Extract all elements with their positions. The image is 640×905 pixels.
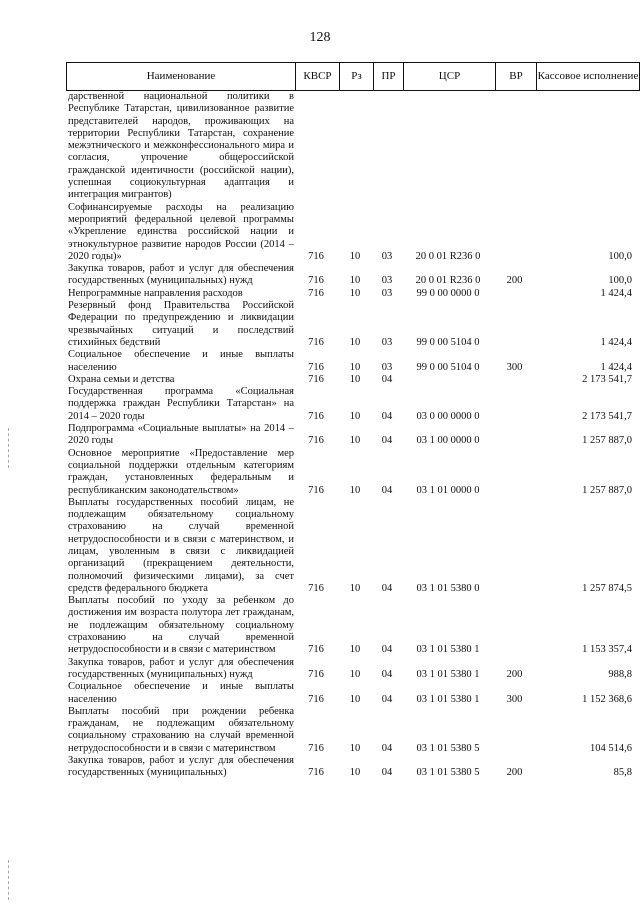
row-kvsr: 716	[308, 287, 324, 299]
table-row	[66, 288, 640, 300]
row-csr: 03 1 01 5380 1	[416, 693, 480, 705]
row-csr: 20 0 01 R236 0	[415, 275, 481, 287]
table-row	[66, 706, 640, 755]
row-kvsr: 716	[308, 275, 324, 287]
row-name: Резервный фонд Правительства Российской Федерации по предупреждению и ликвидации чрезвычайных ситуаций и последствий стихийных бедствий	[68, 300, 294, 348]
table-row	[66, 300, 640, 349]
header-kvsr: КВСР	[295, 63, 339, 90]
row-sum: 104 514,6	[590, 742, 632, 754]
row-rz: 10	[349, 767, 361, 779]
row-sum: 1 257 887,0	[582, 484, 632, 496]
row-pr: 04	[381, 410, 393, 422]
row-pr: 04	[381, 484, 393, 496]
header-sum: Кассовое исполнение	[536, 63, 639, 90]
row-name: Охрана семьи и детства	[68, 373, 175, 385]
row-pr: 04	[381, 644, 393, 656]
row-kvsr: 716	[308, 361, 324, 373]
row-csr: 03 1 01 0000 0	[416, 484, 480, 496]
row-sum: 85,8	[613, 767, 632, 779]
row-name: Выплаты пособий при рождении ребенка гражданам, не подлежащим обязательному социальному страхованию на случай временной нетрудоспособности и в связи с материнством	[68, 705, 294, 754]
row-vr: 200	[506, 275, 523, 287]
row-rz: 10	[349, 275, 361, 287]
row-rz: 10	[349, 582, 361, 594]
row-csr: 20 0 01 R236 0	[415, 250, 481, 262]
row-kvsr: 716	[308, 742, 324, 754]
row-sum: 2 173 541,7	[582, 410, 632, 422]
row-csr: 03 1 01 5380 5	[416, 767, 480, 779]
table-row	[66, 448, 640, 497]
row-rz: 10	[349, 410, 361, 422]
row-kvsr: 716	[308, 410, 324, 422]
row-sum: 2 173 541,7	[582, 373, 632, 385]
row-name: Социальное обеспечение и иные выплаты населению	[68, 349, 294, 373]
header-vr: ВР	[495, 63, 536, 90]
row-csr: 99 0 00 5104 0	[416, 361, 480, 373]
row-rz: 10	[349, 250, 361, 262]
row-rz: 10	[349, 644, 361, 656]
row-kvsr: 716	[308, 435, 324, 447]
row-rz: 10	[349, 693, 361, 705]
row-kvsr: 716	[308, 373, 324, 385]
row-name: Государственная программа «Социальная поддержка граждан Республики Татарстан» на 2014 – 2020 годы	[68, 386, 294, 422]
table-row	[66, 386, 640, 423]
row-sum: 1 424,4	[600, 287, 632, 299]
table-row	[66, 91, 640, 202]
header-csr: ЦСР	[403, 63, 495, 90]
row-sum: 1 257 874,5	[582, 582, 632, 594]
row-name: Закупка товаров, работ и услуг для обеспечения государственных (муниципальных) нужд	[68, 656, 294, 680]
row-sum: 1 424,4	[600, 336, 632, 348]
table-row	[66, 497, 640, 595]
row-sum: 1 153 357,4	[582, 644, 632, 656]
row-kvsr: 716	[308, 644, 324, 656]
row-sum: 1 424,4	[600, 361, 632, 373]
table-row	[66, 423, 640, 448]
row-name: Софинансируемые расходы на реализацию мероприятий федеральной целевой программы «Укрепление единства российской нации и этнокультурное развитие народов России (2014 – 2020 годы)»	[68, 201, 294, 262]
table-row	[66, 657, 640, 682]
row-csr: 03 1 01 5380 0	[416, 582, 480, 594]
table-row	[66, 263, 640, 288]
row-csr: 99 0 00 0000 0	[416, 287, 480, 299]
table-body	[66, 91, 640, 780]
table-row	[66, 202, 640, 263]
row-csr: 03 1 00 0000 0	[416, 435, 480, 447]
row-name: Основное мероприятие «Предоставление мер социальной поддержки отдельным категориям граждан, установленных федеральным и республиканским законодательством»	[68, 447, 294, 496]
row-kvsr: 716	[308, 250, 324, 262]
row-rz: 10	[349, 742, 361, 754]
row-sum: 988,8	[608, 668, 632, 680]
row-pr: 04	[381, 668, 393, 680]
row-rz: 10	[349, 361, 361, 373]
row-pr: 03	[381, 361, 393, 373]
row-pr: 03	[381, 336, 393, 348]
row-kvsr: 716	[308, 668, 324, 680]
row-pr: 04	[381, 435, 393, 447]
budget-table	[66, 62, 640, 780]
row-pr: 03	[381, 250, 393, 262]
table-row	[66, 374, 640, 386]
row-kvsr: 716	[308, 767, 324, 779]
table-row	[66, 681, 640, 706]
row-pr: 04	[381, 693, 393, 705]
row-name: Закупка товаров, работ и услуг для обеспечения государственных (муниципальных) нужд	[68, 263, 294, 287]
row-pr: 03	[381, 275, 393, 287]
row-csr: 03 1 01 5380 1	[416, 644, 480, 656]
row-name: Подпрограмма «Социальные выплаты» на 2014 – 2020 годы	[68, 423, 294, 447]
row-name: Выплаты пособий по уходу за ребенком до достижения им возраста полутора лет гражданам, не подлежащим обязательному социальному страхованию на случай временной нетрудоспособности и в связи с материнством	[68, 595, 294, 656]
table-row	[66, 349, 640, 374]
header-rz: Рз	[339, 63, 373, 90]
row-kvsr: 716	[308, 582, 324, 594]
fold-mark-bottom	[8, 860, 10, 900]
row-rz: 10	[349, 373, 361, 385]
row-sum: 1 257 887,0	[582, 435, 632, 447]
row-csr: 03 1 01 5380 5	[416, 742, 480, 754]
row-rz: 10	[349, 336, 361, 348]
row-kvsr: 716	[308, 484, 324, 496]
row-name: Закупка товаров, работ и услуг для обеспечения государственных (муниципальных)	[68, 755, 294, 779]
row-rz: 10	[349, 435, 361, 447]
row-rz: 10	[349, 668, 361, 680]
row-vr: 300	[506, 361, 523, 373]
row-sum: 100,0	[608, 275, 632, 287]
header-name: Наименование	[146, 70, 216, 82]
row-rz: 10	[349, 287, 361, 299]
row-sum: 1 152 368,6	[582, 693, 632, 705]
row-vr: 200	[506, 668, 523, 680]
row-name: Выплаты государственных пособий лицам, не подлежащим обязательному социальному страхованию на случай временной нетрудоспособности и в связи с материнством, и лицам, уволенным в связи с ликвидацией организаций (прекращением деятельности, полномочий физическими лицами), за счет средств федерального бюджета	[68, 496, 294, 594]
table-header	[66, 62, 640, 91]
row-kvsr: 716	[308, 336, 324, 348]
row-pr: 04	[381, 582, 393, 594]
row-vr: 200	[506, 767, 523, 779]
row-csr: 99 0 00 5104 0	[416, 336, 480, 348]
row-pr: 03	[381, 287, 393, 299]
row-kvsr: 716	[308, 693, 324, 705]
row-rz: 10	[349, 484, 361, 496]
header-pr: ПР	[373, 63, 403, 90]
table-row	[66, 755, 640, 780]
row-pr: 04	[381, 742, 393, 754]
page-number: 128	[309, 30, 331, 45]
table-row	[66, 595, 640, 656]
row-csr: 03 1 01 5380 1	[416, 668, 480, 680]
row-name: Социальное обеспечение и иные выплаты населению	[68, 681, 294, 705]
row-pr: 04	[381, 373, 393, 385]
row-vr: 300	[506, 693, 523, 705]
row-csr: 03 0 00 0000 0	[416, 410, 480, 422]
row-sum: 100,0	[608, 250, 632, 262]
fold-mark-top	[8, 428, 10, 468]
row-pr: 04	[381, 767, 393, 779]
row-name: дарственной национальной политики в Республике Татарстан, цивилизованное развитие представителей народов, проживающих на территории Республики Татарстан, сохранение межэтнического и межконфессионального мира и согласия, упрочение общероссийской гражданской идентичности (российской нации), успешная социокультурная адаптация и интеграция мигрантов)	[68, 91, 294, 201]
row-name: Непрограммные направления расходов	[68, 287, 243, 299]
